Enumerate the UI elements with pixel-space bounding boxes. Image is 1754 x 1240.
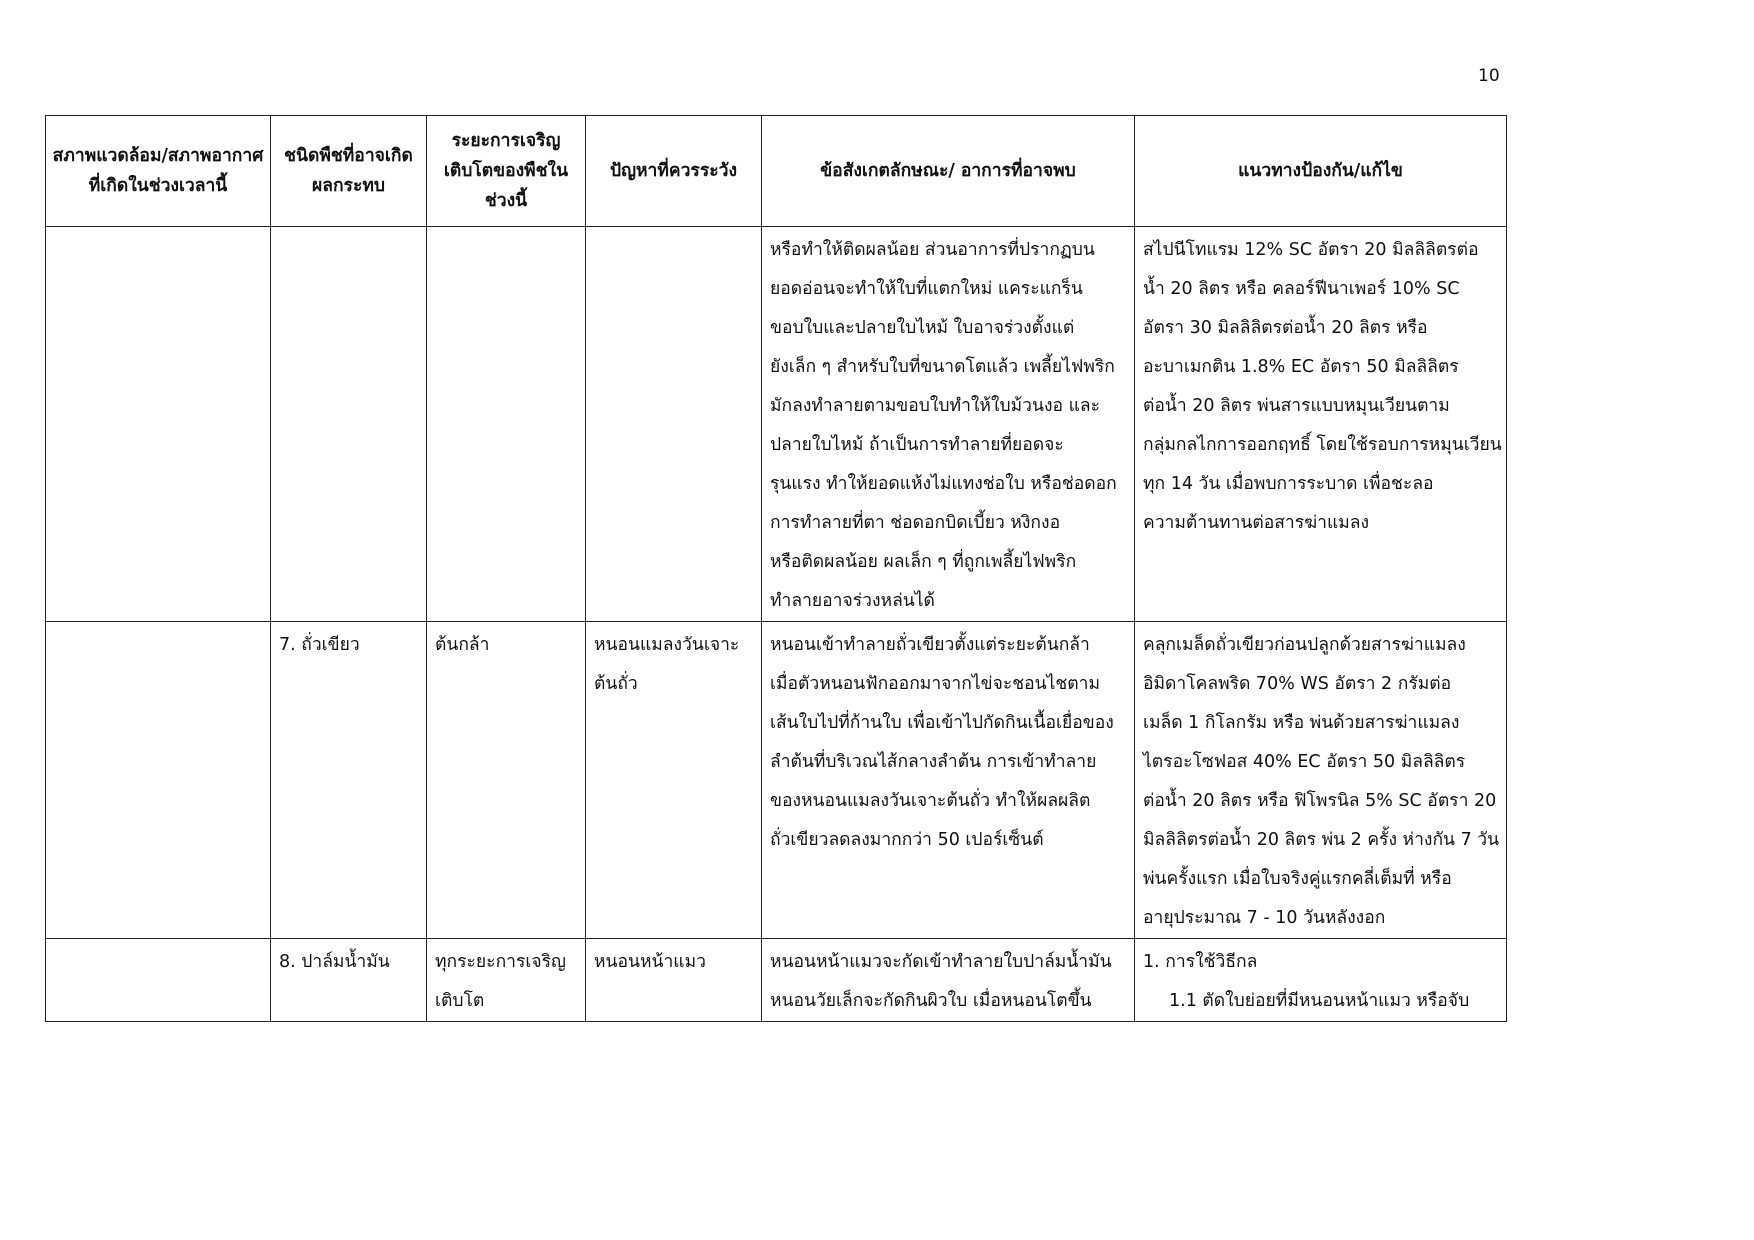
cell-line: รุนแรง ทำให้ยอดแห้งไม่แทงช่อใบ หรือช่อดอก bbox=[770, 474, 1117, 494]
pest-advisory-table bbox=[45, 115, 1507, 1022]
cell-line: ถั่วเขียวลดลงมากกว่า 50 เปอร์เซ็นต์ bbox=[770, 830, 1044, 850]
cell-line: มิลลิลิตรต่อน้ำ 20 ลิตร พ่น 2 ครั้ง ห่างกัน 7 วัน bbox=[1143, 830, 1500, 850]
cell-line: พ่นครั้งแรก เมื่อใบจริงคู่แรกคลี่เต็มที่ หรือ bbox=[1143, 869, 1452, 889]
cell-env bbox=[46, 227, 271, 622]
page-number: 10 bbox=[1478, 66, 1500, 86]
cell-symptoms bbox=[762, 622, 1135, 939]
table-row bbox=[46, 227, 1507, 622]
cell-line: อะบาเมกติน 1.8% EC อัตรา 50 มิลลิลิตร bbox=[1143, 357, 1459, 377]
cell-line: กลุ่มกลไกการออกฤทธิ์ โดยใช้รอบการหมุนเวียน bbox=[1143, 435, 1502, 455]
cell-line: การทำลายที่ตา ช่อดอกบิดเบี้ยว หงิกงอ bbox=[770, 513, 1061, 533]
header-row bbox=[46, 116, 1507, 227]
cell-env bbox=[46, 939, 271, 1022]
cell-line: ของหนอนแมลงวันเจาะต้นถั่ว ทำให้ผลผลิต bbox=[770, 791, 1091, 811]
cell-line: หรือติดผลน้อย ผลเล็ก ๆ ที่ถูกเพลี้ยไฟพริก bbox=[770, 552, 1077, 572]
cell-line: อายุประมาณ 7 - 10 วันหลังงอก bbox=[1143, 908, 1386, 928]
column-header: ข้อสังเกตลักษณะ/ อาการที่อาจพบ bbox=[762, 116, 1135, 227]
cell-crop bbox=[271, 227, 427, 622]
cell-solution bbox=[1135, 227, 1507, 622]
cell-line: ทำลายอาจร่วงหล่นได้ bbox=[770, 591, 935, 611]
cell-line: เมื่อตัวหนอนฟักออกมาจากไข่จะชอนไชตาม bbox=[770, 674, 1101, 694]
cell-line: ต่อน้ำ 20 ลิตร พ่นสารแบบหมุนเวียนตาม bbox=[1143, 396, 1450, 416]
cell-line: หนอนเข้าทำลายถั่วเขียวตั้งแต่ระยะต้นกล้า bbox=[770, 635, 1090, 655]
cell-line: ขอบใบและปลายใบไหม้ ใบอาจร่วงตั้งแต่ bbox=[770, 318, 1075, 338]
cell-problem: หนอนแมลงวันเจาะต้นถั่ว bbox=[586, 622, 762, 939]
cell-problem bbox=[586, 227, 762, 622]
cell-line: หนอนหน้าแมวจะกัดเข้าทำลายใบปาล์มน้ำมัน bbox=[770, 952, 1112, 972]
column-header: ชนิดพืชที่อาจเกิดผลกระทบ bbox=[271, 116, 427, 227]
cell-symptoms bbox=[762, 227, 1135, 622]
cell-line: เส้นใบไปที่ก้านใบ เพื่อเข้าไปกัดกินเนื้อเยื่อของ bbox=[770, 713, 1114, 733]
cell-stage: ต้นกล้า bbox=[427, 622, 586, 939]
column-header: แนวทางป้องกัน/แก้ไข bbox=[1135, 116, 1507, 227]
cell-solution bbox=[1135, 939, 1507, 1022]
cell-line: ความต้านทานต่อสารฆ่าแมลง bbox=[1143, 513, 1370, 533]
cell-line: คลุกเมล็ดถั่วเขียวก่อนปลูกด้วยสารฆ่าแมลง bbox=[1143, 635, 1466, 655]
cell-line: หนอนวัยเล็กจะกัดกินผิวใบ เมื่อหนอนโตขึ้น bbox=[770, 991, 1092, 1011]
cell-line: หรือทำให้ติดผลน้อย ส่วนอาการที่ปรากฏบน bbox=[770, 240, 1095, 260]
cell-line: ยอดอ่อนจะทำให้ใบที่แตกใหม่ แคระแกร็น bbox=[770, 279, 1083, 299]
table-row bbox=[46, 939, 1507, 1022]
cell-stage bbox=[427, 227, 586, 622]
cell-crop: 7. ถั่วเขียว bbox=[271, 622, 427, 939]
cell-line: น้ำ 20 ลิตร หรือ คลอร์ฟีนาเพอร์ 10% SC bbox=[1143, 279, 1460, 299]
cell-symptoms bbox=[762, 939, 1135, 1022]
cell-crop: 8. ปาล์มน้ำมัน bbox=[271, 939, 427, 1022]
table-row bbox=[46, 622, 1507, 939]
cell-line: เมล็ด 1 กิโลกรัม หรือ พ่นด้วยสารฆ่าแมลง bbox=[1143, 713, 1460, 733]
column-header: สภาพแวดล้อม/สภาพอากาศที่เกิดในช่วงเวลานี้ bbox=[46, 116, 271, 227]
cell-line: อัตรา 30 มิลลิลิตรต่อน้ำ 20 ลิตร หรือ bbox=[1143, 318, 1428, 338]
column-header: ปัญหาที่ควรระวัง bbox=[586, 116, 762, 227]
cell-line: ทุก 14 วัน เมื่อพบการระบาด เพื่อชะลอ bbox=[1143, 474, 1434, 494]
cell-line: ต่อน้ำ 20 ลิตร หรือ ฟิโพรนิล 5% SC อัตรา 20 bbox=[1143, 791, 1497, 811]
cell-solution bbox=[1135, 622, 1507, 939]
cell-line: 1. การใช้วิธีกล bbox=[1143, 952, 1258, 972]
column-header: ระยะการเจริญเติบโตของพืชในช่วงนี้ bbox=[427, 116, 586, 227]
cell-line: ลำต้นที่บริเวณไส้กลางลำต้น การเข้าทำลาย bbox=[770, 752, 1097, 772]
cell-line: ปลายใบไหม้ ถ้าเป็นการทำลายที่ยอดจะ bbox=[770, 435, 1064, 455]
cell-line: สไปนีโทแรม 12% SC อัตรา 20 มิลลิลิตรต่อ bbox=[1143, 240, 1479, 260]
cell-line: 1.1 ตัดใบย่อยที่มีหนอนหน้าแมว หรือจับ bbox=[1169, 991, 1470, 1011]
cell-line: อิมิดาโคลพริด 70% WS อัตรา 2 กรัมต่อ bbox=[1143, 674, 1452, 694]
cell-line: ยังเล็ก ๆ สำหรับใบที่ขนาดโตแล้ว เพลี้ยไฟพริก bbox=[770, 357, 1115, 377]
cell-line: ไตรอะโซฟอส 40% EC อัตรา 50 มิลลิลิตร bbox=[1143, 752, 1466, 772]
cell-line: มักลงทำลายตามขอบใบทำให้ใบม้วนงอ และ bbox=[770, 396, 1100, 416]
cell-env bbox=[46, 622, 271, 939]
cell-stage: ทุกระยะการเจริญเติบโต bbox=[427, 939, 586, 1022]
cell-problem: หนอนหน้าแมว bbox=[586, 939, 762, 1022]
